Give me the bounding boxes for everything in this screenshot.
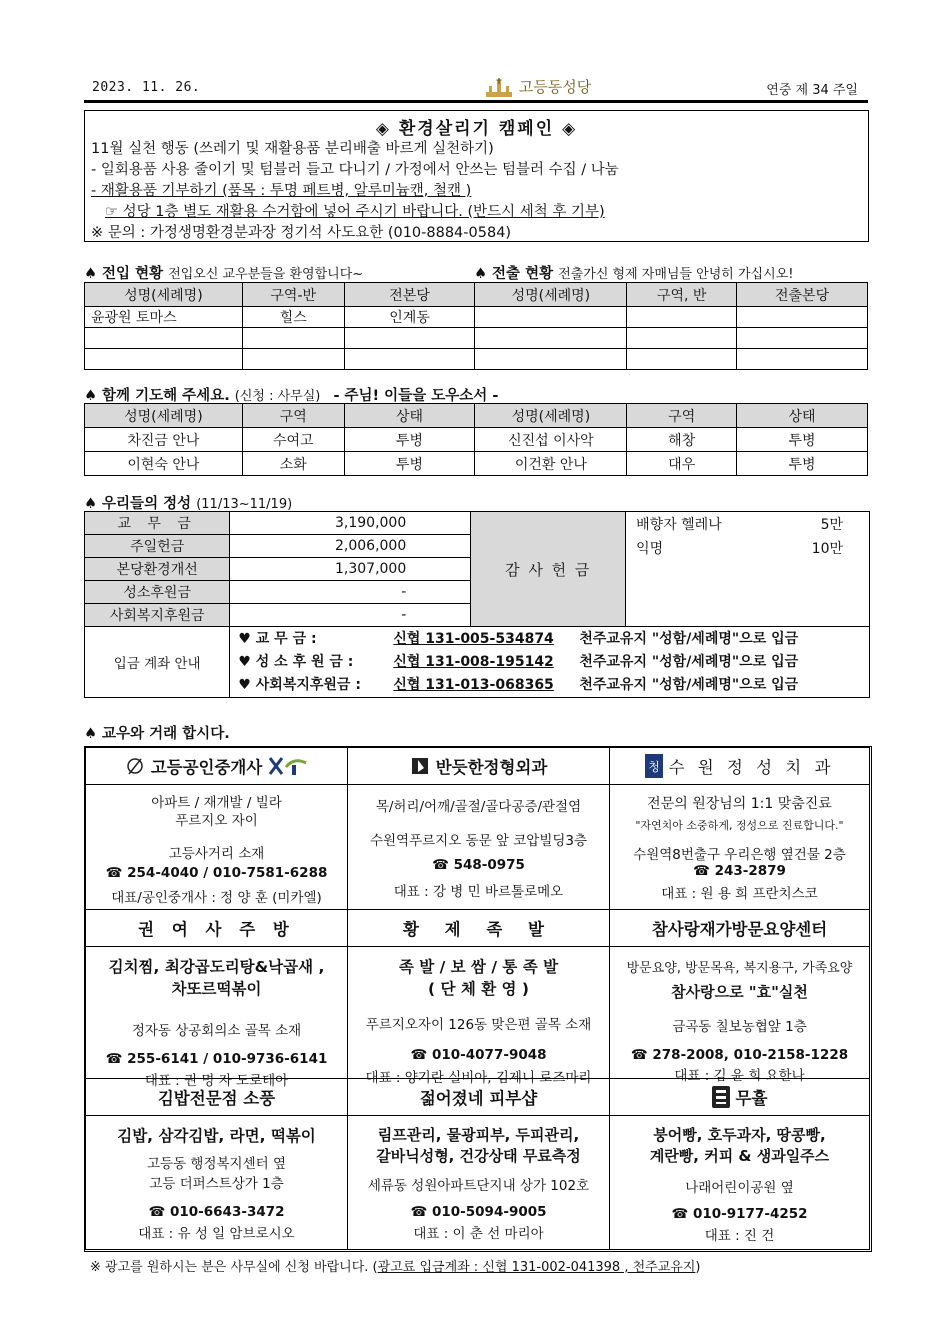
table-row xyxy=(85,349,868,370)
ad-line: 목/허리/어깨/골절/골다공증/관절염 xyxy=(375,799,582,815)
ad-jokbal xyxy=(347,909,610,1086)
ad-line: ( 단 체 환 영 ) xyxy=(427,980,530,998)
thanks-offering-list xyxy=(626,512,870,627)
ad-phone: ☎ 243-2879 xyxy=(693,863,786,879)
ad-line: 푸르지오자이 126동 맞은편 골목 소재 xyxy=(365,1017,592,1033)
ad-line: 붕어빵, 호두과자, 땅콩빵, xyxy=(653,1126,826,1144)
table-cell: 신진섭 이사악 xyxy=(475,428,627,452)
ad-restaurant xyxy=(85,909,348,1089)
list-item xyxy=(626,534,869,558)
account-name: ♥ 교 무 금 : xyxy=(238,630,317,647)
dental-logo-icon xyxy=(645,754,663,778)
church-title: 고등동성당 xyxy=(518,78,592,96)
table-cell: 차진금 안나 xyxy=(85,428,243,452)
ad-header xyxy=(348,910,609,947)
ad-line: 참사랑으로 "효"실천 xyxy=(671,983,808,1001)
table-cell xyxy=(85,349,243,370)
ad-realtor xyxy=(85,747,348,910)
campaign-line-3: - 재활용품 기부하기 (품목 : 투명 페트병, 알루미늄캔, 철캔 ) xyxy=(91,183,472,199)
table-cell: 투병 xyxy=(737,452,868,476)
table-cell xyxy=(475,307,627,328)
table-header: 성명(세례명) xyxy=(85,404,243,428)
ad-owner: 대표 : 원 용 희 프란치스코 xyxy=(661,886,818,902)
leaf-icon xyxy=(125,756,145,776)
donor-name: 익명 xyxy=(636,541,664,557)
table-cell: 힐스 xyxy=(242,307,344,328)
ad-muhyul xyxy=(609,1078,870,1250)
table-cell xyxy=(627,349,737,370)
offering-value: 2,006,000 xyxy=(230,535,471,558)
transfer-out-heading: ♠ 전출 현황 xyxy=(474,266,554,282)
account-name: ♥ 성 소 후 원 금 : xyxy=(238,653,354,670)
ad-line: 정자동 상공회의소 골목 소재 xyxy=(131,1023,302,1039)
ad-line: 차또르떡볶이 xyxy=(171,980,262,998)
ad-header xyxy=(86,1079,347,1116)
offering-title xyxy=(84,492,292,513)
liturgical-week: 연중 제 34 주일 xyxy=(766,83,858,98)
ad-body xyxy=(348,947,609,1086)
table-cell xyxy=(627,328,737,349)
ad-line: 김치찜, 최강곱도리탕&낙곱새 , xyxy=(108,958,325,976)
ads-grid xyxy=(84,746,872,1252)
table-header: 성명(세례명) xyxy=(475,404,627,428)
ad-notice xyxy=(90,1256,700,1275)
ad-title: 무휼 xyxy=(735,1089,768,1108)
ad-header xyxy=(86,910,347,947)
offering-label: 교 무 금 xyxy=(85,512,230,535)
table-cell: 대우 xyxy=(627,452,737,476)
ad-owner: 대표 : 김 윤 희 요한나 xyxy=(674,1068,805,1084)
ad-line: 고등사거리 소재 xyxy=(168,846,265,862)
prayer-title xyxy=(84,384,498,405)
transfer-in-title xyxy=(84,262,363,283)
account-row xyxy=(85,627,870,698)
table-cell: 투병 xyxy=(737,428,868,452)
table-header: 구역 xyxy=(627,404,737,428)
table-cell: 해창 xyxy=(627,428,737,452)
ad-line: 갈바닉성형, 건강상태 무료측정 xyxy=(376,1147,581,1165)
ad-orthopedics xyxy=(347,747,610,910)
ad-line: 수원역푸르지오 동문 앞 코압빌딩3층 xyxy=(369,833,588,849)
ad-phone: ☎ 010-5094-9005 xyxy=(410,1204,547,1220)
transfer-out-title xyxy=(474,262,793,283)
table-row xyxy=(85,428,868,452)
account-name: ♥ 사회복지후원금 : xyxy=(238,676,361,693)
ad-phone: ☎ 010-4077-9048 xyxy=(410,1047,547,1063)
header-divider xyxy=(84,100,868,103)
offering-label: 본당환경개선 xyxy=(85,558,230,581)
ad-owner: 대표 : 이 춘 선 마리아 xyxy=(413,1226,544,1242)
prayer-table xyxy=(84,403,868,476)
campaign-line-2: - 일회용품 사용 줄이기 및 텀블러 들고 다니기 / 가정에서 안쓰는 텀블러 수집 / 나눔 xyxy=(91,162,619,178)
account-note: 천주교유지 "성함/세례명"으로 입금 xyxy=(579,653,799,670)
ad-title: 김밥전문점 소풍 xyxy=(157,1089,276,1108)
ad-phone: ☎ 548-0975 xyxy=(432,857,525,873)
ad-header xyxy=(348,1079,609,1116)
campaign-line-4: ☞ 성당 1층 별도 재활용 수거함에 넣어 주시기 바랍니다. (반드시 세척 후 기부) xyxy=(105,204,605,220)
transfer-table xyxy=(84,282,868,370)
ad-line: 아파트 / 재개발 / 빌라 xyxy=(151,795,282,811)
table-header: 전본당 xyxy=(344,283,475,307)
ad-header xyxy=(86,748,347,785)
table-cell: 수여고 xyxy=(242,428,344,452)
account-number: 신협 131-005-534874 xyxy=(393,630,554,647)
ad-line: 고등동 행정복지센터 옆 xyxy=(147,1156,286,1172)
donor-name: 배향자 헬레나 xyxy=(636,517,722,533)
prayer-subtitle: (신청 : 사무실) xyxy=(234,389,321,404)
table-cell: 인계동 xyxy=(344,307,475,328)
ad-skin-shop xyxy=(347,1078,610,1250)
list-item xyxy=(626,512,869,534)
xi-logo-icon xyxy=(268,755,308,777)
ad-phone: ☎ 255-6141 / 010-9736-6141 xyxy=(105,1051,328,1067)
ad-line: 림프관리, 물광피부, 두피관리, xyxy=(377,1126,580,1144)
ad-body xyxy=(610,1116,869,1249)
ad-header xyxy=(610,748,869,785)
ad-title: 참사랑재가방문요양센터 xyxy=(651,920,828,939)
ad-phone: ☎ 278-2008, 010-2158-1228 xyxy=(630,1047,849,1063)
ad-care-center xyxy=(609,909,870,1084)
table-cell xyxy=(242,328,344,349)
offering-value: 1,307,000 xyxy=(230,558,471,581)
campaign-box xyxy=(84,110,869,242)
ad-notice-close: ) xyxy=(695,1260,701,1275)
account-note: 천주교유지 "성함/세례명"으로 입금 xyxy=(579,676,799,693)
transfer-in-subtitle: 전입오신 교우분들을 환영합니다~ xyxy=(168,267,364,282)
ad-line: 나래어린이공원 옆 xyxy=(685,1180,794,1196)
table-cell: 이건환 안나 xyxy=(475,452,627,476)
ad-body xyxy=(86,1116,347,1249)
ad-line: 고등 더퍼스트상가 1층 xyxy=(149,1176,284,1192)
ad-line: 금곡동 칠보농협앞 1층 xyxy=(672,1019,807,1035)
ad-line: 방문요양, 방문목욕, 복지용구, 가족요양 xyxy=(626,961,853,976)
prayer-header-row xyxy=(85,404,868,428)
offering-label: 주일헌금 xyxy=(85,535,230,558)
account-label: 입금 계좌 안내 xyxy=(85,627,230,698)
donor-amount: 10만 xyxy=(811,541,843,557)
offering-value: - xyxy=(230,604,471,627)
list-item xyxy=(238,628,869,651)
ad-line: 족 발 / 보 쌈 / 통 족 발 xyxy=(398,958,559,976)
ad-title: 황 제 족 발 xyxy=(403,920,554,939)
offering-value: - xyxy=(230,581,471,604)
table-cell xyxy=(737,349,868,370)
ad-line: 전문의 원장님의 1:1 맞춤진료 xyxy=(647,796,832,812)
campaign-title: ◈ 환경살리기 캠페인 ◈ xyxy=(375,119,578,139)
svg-text:청: 청 xyxy=(647,760,660,774)
ad-owner: 대표 : 유 성 일 암브로시오 xyxy=(138,1226,295,1242)
muhyul-logo-icon xyxy=(712,1086,730,1108)
ad-body xyxy=(610,785,869,909)
table-cell xyxy=(737,307,868,328)
bulletin-date: 2023. 11. 26. xyxy=(92,80,201,95)
ad-notice-account: 광고료 입금계좌 : 신협 131-002-041398 , 천주교유지 xyxy=(377,1260,696,1275)
ad-phone: ☎ 010-9177-4252 xyxy=(671,1206,808,1222)
table-cell: 이현숙 안나 xyxy=(85,452,243,476)
bulletin-header xyxy=(84,76,868,100)
ad-title: 수 원 정 성 치 과 xyxy=(668,758,835,777)
ad-phone: ☎ 010-6643-3472 xyxy=(148,1204,285,1220)
campaign-line-1: 11월 실천 행동 (쓰레기 및 재활용품 분리배출 바르게 실천하기) xyxy=(91,141,494,157)
church-name xyxy=(484,76,591,98)
ad-owner: 대표/공인중개사 : 정 양 훈 (미카엘) xyxy=(111,890,322,906)
ad-owner: 대표 : 권 명 자 도로테아 xyxy=(144,1073,289,1089)
ad-title: 반듯한정형외과 xyxy=(435,758,548,777)
ad-header xyxy=(348,748,609,785)
table-header: 구역, 반 xyxy=(627,283,737,307)
account-note: 천주교유지 "성함/세례명"으로 입금 xyxy=(579,630,799,647)
table-header: 전출본당 xyxy=(737,283,868,307)
table-header: 상태 xyxy=(737,404,868,428)
table-row xyxy=(85,512,870,535)
ad-body xyxy=(610,947,869,1084)
ads-title: ♠ 교우와 거래 합시다. xyxy=(84,726,230,742)
clinic-logo-icon xyxy=(410,756,430,776)
list-item xyxy=(238,651,869,674)
table-header: 구역 xyxy=(242,404,344,428)
table-cell xyxy=(737,328,868,349)
table-cell: 윤광원 토마스 xyxy=(85,307,243,328)
table-cell xyxy=(475,349,627,370)
table-row xyxy=(85,452,868,476)
donor-amount: 5만 xyxy=(820,517,843,533)
offering-heading: ♠ 우리들의 정성 xyxy=(84,496,192,512)
ad-owner: 대표 : 강 병 민 바르톨로메오 xyxy=(393,884,564,900)
table-cell xyxy=(242,349,344,370)
ad-header xyxy=(610,1079,869,1116)
prayer-heading: ♠ 함께 기도해 주세요. xyxy=(84,388,230,404)
prayer-tagline: - 주님! 이들을 도우소서 - xyxy=(333,388,499,404)
church-emblem-icon xyxy=(484,78,514,98)
table-cell xyxy=(85,328,243,349)
ad-body xyxy=(348,1116,609,1249)
ad-line: 김밥, 삼각김밥, 라면, 떡볶이 xyxy=(117,1127,316,1145)
ad-dental xyxy=(609,747,870,910)
offering-table xyxy=(84,511,870,698)
ad-notice-text: ※ 광고를 원하시는 분은 사무실에 신청 바랍니다. ( xyxy=(90,1260,378,1275)
table-cell xyxy=(627,307,737,328)
ad-owner: 대표 : 진 건 xyxy=(704,1228,775,1244)
table-row xyxy=(85,328,868,349)
transfer-header-row xyxy=(85,283,868,307)
ad-owner: 대표 : 양기란 실비아, 김제니 로즈마리 xyxy=(365,1070,592,1086)
ad-line: 세류동 성원아파트단지내 상가 102호 xyxy=(367,1178,590,1194)
ad-phone: ☎ 254-4040 / 010-7581-6288 xyxy=(105,865,328,881)
table-header: 성명(세례명) xyxy=(475,283,627,307)
ad-header xyxy=(610,910,869,947)
ad-line: 계란빵, 커피 & 생과일주스 xyxy=(649,1147,830,1165)
list-item xyxy=(238,674,869,697)
table-header: 구역-반 xyxy=(242,283,344,307)
ad-gimbap xyxy=(85,1078,348,1250)
offering-period: (11/13~11/19) xyxy=(196,497,293,512)
transfer-out-subtitle: 전출가신 형제 자매님들 안녕히 가십시오! xyxy=(558,267,794,282)
offering-value: 3,190,000 xyxy=(230,512,471,535)
ad-body xyxy=(86,785,347,909)
ad-body xyxy=(348,785,609,909)
table-header: 성명(세례명) xyxy=(85,283,243,307)
ad-title: 젊어졌네 피부샵 xyxy=(419,1089,538,1108)
campaign-line-5: ※ 문의 : 가정생명환경분과장 정기석 사도요한 (010-8884-0584) xyxy=(91,225,512,241)
thanks-offering-label: 감 사 헌 금 xyxy=(471,512,626,627)
table-cell xyxy=(344,349,475,370)
table-cell: 소화 xyxy=(242,452,344,476)
account-number: 신협 131-008-195142 xyxy=(393,653,554,670)
transfer-in-heading: ♠ 전입 현황 xyxy=(84,266,164,282)
ad-body xyxy=(86,947,347,1089)
table-row xyxy=(85,307,868,328)
table-cell: 투병 xyxy=(344,452,475,476)
table-cell xyxy=(475,328,627,349)
offering-label: 사회복지후원금 xyxy=(85,604,230,627)
account-list xyxy=(230,627,870,698)
offering-label: 성소후원금 xyxy=(85,581,230,604)
ad-line: 푸르지오 자이 xyxy=(175,813,258,829)
ad-line: 수원역8번출구 우리은행 옆건물 2층 xyxy=(633,847,846,863)
ad-title: 고등공인중개사 xyxy=(150,758,263,777)
table-cell xyxy=(344,328,475,349)
account-number: 신협 131-013-068365 xyxy=(393,676,554,693)
ad-line: "자연치아 소중하게, 정성으로 진료합니다." xyxy=(635,819,844,832)
ad-title: 권 여 사 주 방 xyxy=(138,920,295,939)
table-cell: 투병 xyxy=(344,428,475,452)
table-header: 상태 xyxy=(344,404,475,428)
